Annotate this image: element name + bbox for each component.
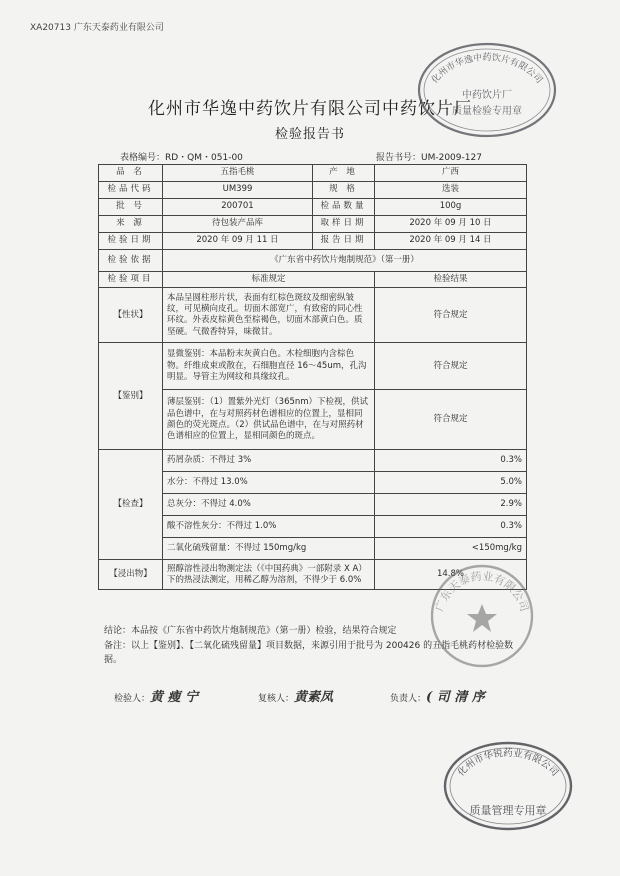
qc-inspection-stamp bbox=[412, 36, 562, 140]
info-value: 2020 年 09 月 11 日 bbox=[163, 233, 313, 250]
category-cell: 【浸出物】 bbox=[99, 560, 163, 590]
stamp-ring-text: 广东天泰药业有限公司 bbox=[433, 570, 531, 614]
standard-cell: 二氧化硫残留量：不得过 150mg/kg bbox=[163, 538, 375, 560]
standard-cell: 药屑杂质：不得过 3% bbox=[163, 450, 375, 472]
info-label: 检品代码 bbox=[99, 182, 163, 199]
inspector-signature: 黄 瘦 宁 bbox=[150, 690, 199, 705]
company-seal-stamp bbox=[426, 560, 538, 672]
star-icon bbox=[467, 604, 497, 632]
info-label: 检品数量 bbox=[313, 199, 375, 216]
reviewer-signature-block bbox=[258, 686, 333, 705]
col-header-result: 检验结果 bbox=[375, 272, 527, 288]
manager-signature: ( 司 清 序 bbox=[426, 690, 485, 705]
result-cell: 2.9% bbox=[375, 494, 527, 516]
inspection-table bbox=[98, 164, 527, 590]
result-cell: 5.0% bbox=[375, 472, 527, 494]
form-number: 表格编号：RD・QM・051-00 bbox=[120, 153, 243, 163]
info-value: 2020 年 09 月 10 日 bbox=[375, 216, 527, 233]
report-subtitle: 检验报告书 bbox=[274, 127, 345, 142]
table-row bbox=[99, 199, 527, 216]
result-cell: 符合规定 bbox=[375, 390, 527, 450]
category-cell: 【性状】 bbox=[99, 288, 163, 343]
standard-cell: 酸不溶性灰分：不得过 1.0% bbox=[163, 516, 375, 538]
info-value: 五指毛桃 bbox=[163, 165, 313, 182]
table-row bbox=[99, 516, 527, 538]
stamp-ring-text: 化州市华逸中药饮片有限公司 bbox=[429, 52, 545, 85]
result-cell: 符合规定 bbox=[375, 288, 527, 343]
info-value: 200701 bbox=[163, 199, 313, 216]
result-cell: <150mg/kg bbox=[375, 538, 527, 560]
table-row bbox=[99, 250, 527, 272]
info-value: 选装 bbox=[375, 182, 527, 199]
stamp-line: 质量检验专用章 bbox=[452, 106, 522, 117]
stamp-line: 质量管理专用章 bbox=[469, 804, 547, 817]
basis-label: 检验依据 bbox=[99, 250, 163, 272]
table-row bbox=[99, 494, 527, 516]
col-header-standard: 标准规定 bbox=[163, 272, 375, 288]
category-cell: 【鉴别】 bbox=[99, 343, 163, 450]
table-row bbox=[99, 390, 527, 450]
info-label: 检验日期 bbox=[99, 233, 163, 250]
info-value: 100g bbox=[375, 199, 527, 216]
standard-cell: 照醇溶性浸出物测定法（《中国药典》一部附录 X A）下的热浸法测定，用稀乙醇为溶剂，不得少于 6.0% bbox=[163, 560, 375, 590]
table-row bbox=[99, 233, 527, 250]
table-row bbox=[99, 216, 527, 233]
standard-cell: 本品呈圆柱形片状，表面有红棕色斑纹及细密纵皱纹，可见横向皮孔。切面木部宽广，有致密的同心性环纹。外表皮棕黄色至棕褐色，切面木部黄白色。质坚硬。气微香特异，味微甘。 bbox=[163, 288, 375, 343]
info-value: 2020 年 09 月 14 日 bbox=[375, 233, 527, 250]
conclusion-text: 结论：本品按《广东省中药饮片炮制规范》（第一册）检验，结果符合规定 bbox=[104, 626, 397, 636]
result-cell: 14.8% bbox=[375, 560, 527, 590]
svg-text:化州市华逸中药饮片有限公司 bbox=[429, 51, 545, 85]
table-row bbox=[99, 450, 527, 472]
standard-cell: 薄层鉴别：（1）置紫外光灯（365nm）下检视，供试品色谱中，在与对照药材色谱相应的位置上，显相同颜色的荧光斑点。（2）供试品色谱中，在与对照药材色谱相应的位置上，显相同颜色的斑点。 bbox=[163, 390, 375, 450]
manager-signature-block bbox=[390, 686, 485, 705]
reviewer-signature: 黄素凤 bbox=[294, 690, 334, 705]
table-row bbox=[99, 472, 527, 494]
remark-text: 备注：以上【鉴别】、【二氧化硫残留量】项目数据，来源引用于批号为 200426 的五指毛桃药材检验数据。 bbox=[104, 641, 514, 666]
reviewer-label: 复核人： bbox=[258, 694, 295, 704]
company-title: 化州市华逸中药饮片有限公司中药饮片厂 bbox=[148, 99, 472, 119]
basis-value: 《广东省中药饮片炮制规范》（第一册） bbox=[163, 250, 527, 272]
col-header-item: 检验项目 bbox=[99, 272, 163, 288]
standard-cell: 水分：不得过 13.0% bbox=[163, 472, 375, 494]
info-label: 来 源 bbox=[99, 216, 163, 233]
table-row bbox=[99, 165, 527, 182]
table-row bbox=[99, 288, 527, 343]
standard-cell: 总灰分：不得过 4.0% bbox=[163, 494, 375, 516]
info-label: 品 名 bbox=[99, 165, 163, 182]
info-label: 取样日期 bbox=[313, 216, 375, 233]
inspector-signature-block bbox=[114, 686, 198, 705]
stamp-ring-text: 化州市华锐药业有限公司 bbox=[455, 748, 561, 779]
table-row bbox=[99, 538, 527, 560]
standard-cell: 显微鉴别：本品粉末灰黄白色。木栓细胞内含棕色物。纤维成束或散在，石细胞直径 16～45um，孔沟明显。导管主为网纹和具缘纹孔。 bbox=[163, 343, 375, 390]
table-row bbox=[99, 343, 527, 390]
quality-management-stamp bbox=[440, 738, 576, 834]
info-value: UM399 bbox=[163, 182, 313, 199]
inspector-label: 检验人： bbox=[114, 694, 151, 704]
result-cell: 0.3% bbox=[375, 450, 527, 472]
info-label: 产 地 bbox=[313, 165, 375, 182]
result-cell: 符合规定 bbox=[375, 343, 527, 390]
info-label: 报告日期 bbox=[313, 233, 375, 250]
info-label: 规 格 bbox=[313, 182, 375, 199]
stamp-line: 中药饮片厂 bbox=[462, 90, 512, 101]
report-number: 报告书号：UM-2009-127 bbox=[376, 153, 482, 163]
table-row bbox=[99, 182, 527, 199]
result-cell: 0.3% bbox=[375, 516, 527, 538]
info-value: 广西 bbox=[375, 165, 527, 182]
table-row bbox=[99, 272, 527, 288]
fax-header-note: XA20713 广东天泰药业有限公司 bbox=[30, 23, 164, 33]
info-label: 批 号 bbox=[99, 199, 163, 216]
info-value: 待包装产品库 bbox=[163, 216, 313, 233]
manager-label: 负责人： bbox=[390, 694, 427, 704]
category-cell: 【检查】 bbox=[99, 450, 163, 560]
